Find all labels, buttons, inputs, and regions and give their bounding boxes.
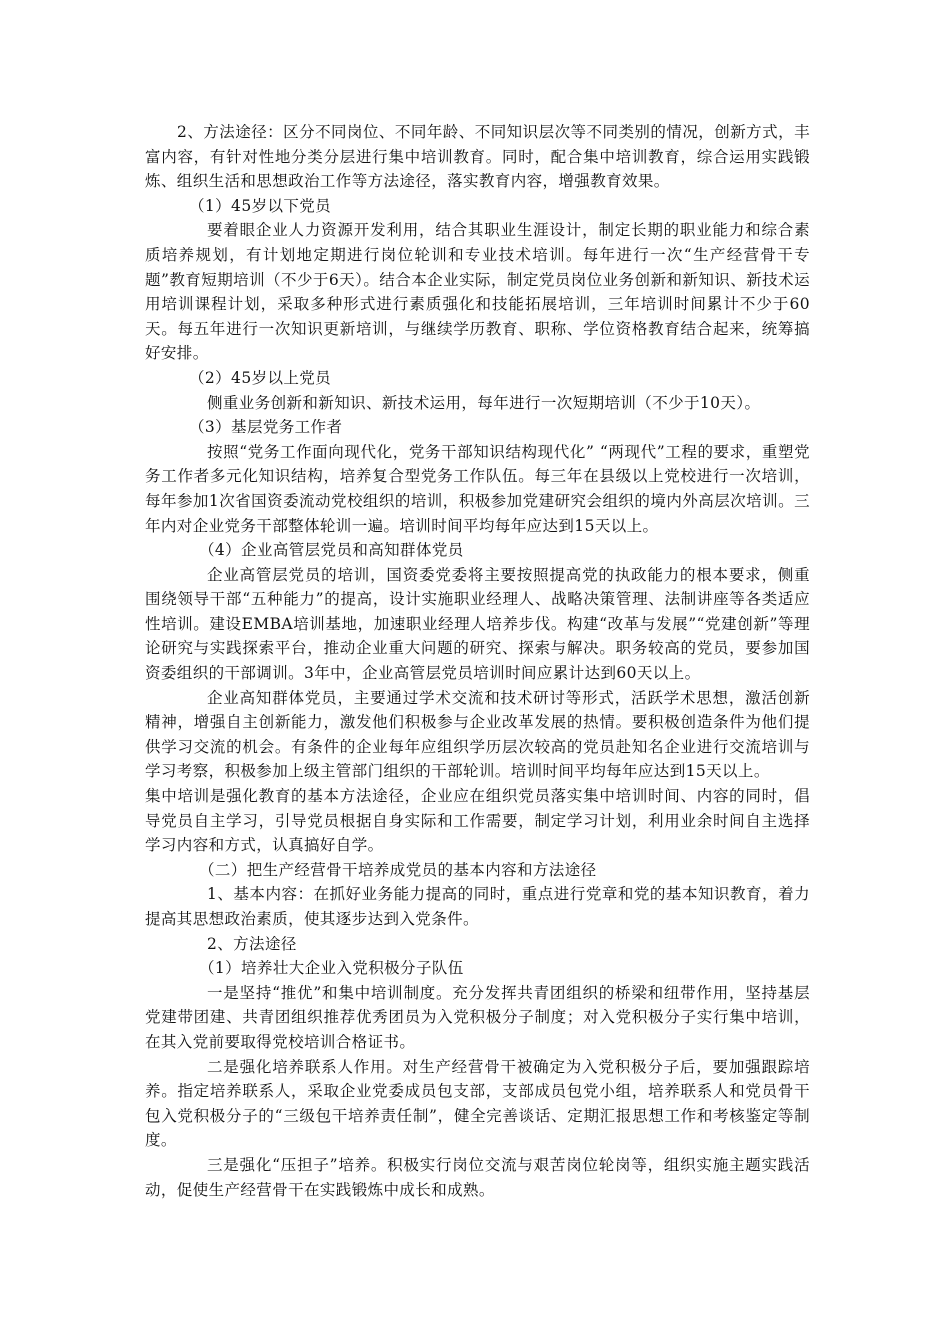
- paragraph-executives: 企业高管层党员的培训，国资委党委将主要按照提高党的执政能力的根本要求，侧重围绕领导干部“五种能力”的提高，设计实施职业经理人、战略决策管理、法制讲座等各类适应性培训。建设EMBA培训基地，加速职业经理人培养步伐。构建“改革与发展”“党建创新”等理论研究与实践探索平台，推动企业重大问题的研究、探索与解决。职务较高的党员，要参加国资委组织的干部调训。3年中，企业高管层党员培训时间应累计达到60天以上。: [145, 565, 810, 683]
- paragraph-point-two: 二是强化培养联系人作用。对生产经营骨干被确定为入党积极分子后，要加强跟踪培养。指定培养联系人，采取企业党委成员包支部，支部成员包党小组，培养联系人和党员骨干包入党积极分子的“三级包干培养责任制”，健全完善谈话、定期汇报思想工作和考核鉴定等制度。: [145, 1057, 810, 1150]
- heading-under-45: （1）45岁以下党员: [189, 196, 332, 215]
- document-body: [145, 120, 810, 1202]
- paragraph-party-workers: 按照“党务工作面向现代化，党务干部知识结构现代化” “两现代”工程的要求，重塑党务工作者多元化知识结构，培养复合型党务工作队伍。每三年在县级以上党校进行一次培训，每年参加1次省国资委流动党校组织的培训，积极参加党建研究会组织的境内外高层次培训。三年内对企业党务干部整体轮训一遍。培训时间平均每年应达到15天以上。: [145, 442, 810, 535]
- paragraph-basic-content: 1、基本内容：在抓好业务能力提高的同时，重点进行党章和党的基本知识教育，着力提高其思想政治素质，使其逐步达到入党条件。: [145, 885, 810, 928]
- heading-activist-team: （1）培养壮大企业入党积极分子队伍: [199, 959, 464, 978]
- heading-method: 2、方法途径: [207, 934, 297, 953]
- heading-section-two: （二）把生产经营骨干培养成党员的基本内容和方法途径: [199, 860, 597, 879]
- heading-over-45: （2）45岁以上党员: [189, 368, 332, 387]
- paragraph-under-45: 要着眼企业人力资源开发利用，结合其职业生涯设计，制定长期的职业能力和综合素质培养规划，有计划地定期进行岗位轮训和专业技术培训。每年进行一次“生产经营骨干专题”教育短期培训（不少于6天）。结合本企业实际，制定党员岗位业务创新和新知识、新技术运用培训课程计划，采取多种形式进行素质强化和技能拓展培训，三年培训时间累计不少于60天。每五年进行一次知识更新培训，与继续学历教育、职称、学位资格教育结合起来，统筹搞好安排。: [145, 221, 810, 363]
- paragraph-intellectuals: 企业高知群体党员，主要通过学术交流和技术研讨等形式，活跃学术思想，激活创新精神，增强自主创新能力，激发他们积极参与企业改革发展的热情。要积极创造条件为他们提供学习交流的机会。有条件的企业每年应组织学历层次较高的党员赴知名企业进行交流培训与学习考察，积极参加上级主管部门组织的干部轮训。培训时间平均每年应达到15天以上。: [145, 688, 810, 781]
- heading-party-workers: （3）基层党务工作者: [189, 418, 343, 437]
- paragraph-point-one: 一是坚持“推优”和集中培训制度。充分发挥共青团组织的桥梁和纽带作用，坚持基层党建带团建、共青团组织推荐优秀团员为入党积极分子制度；对入党积极分子实行集中培训，在其入党前要取得党校培训合格证书。: [145, 983, 810, 1051]
- paragraph-method-approach: 2、方法途径：区分不同岗位、不同年龄、不同知识层次等不同类别的情况，创新方式，丰富内容，有针对性地分类分层进行集中培训教育。同时，配合集中培训教育，综合运用实践锻炼、组织生活和思想政治工作等方法途径，落实教育内容，增强教育效果。: [145, 123, 810, 191]
- paragraph-point-three: 三是强化“压担子”培养。积极实行岗位交流与艰苦岗位轮岗等，组织实施主题实践活动，促使生产经营骨干在实践锻炼中成长和成熟。: [145, 1155, 810, 1199]
- paragraph-centralized-training: 集中培训是强化教育的基本方法途径，企业应在组织党员落实集中培训时间、内容的同时，倡导党员自主学习，引导党员根据自身实际和工作需要，制定学习计划，利用业余时间自主选择学习内容和方式，认真搞好自学。: [145, 787, 810, 855]
- heading-executives: （4）企业高管层党员和高知群体党员: [199, 541, 464, 560]
- paragraph-over-45: 侧重业务创新和新知识、新技术运用，每年进行一次短期培训（不少于10天）。: [207, 393, 761, 412]
